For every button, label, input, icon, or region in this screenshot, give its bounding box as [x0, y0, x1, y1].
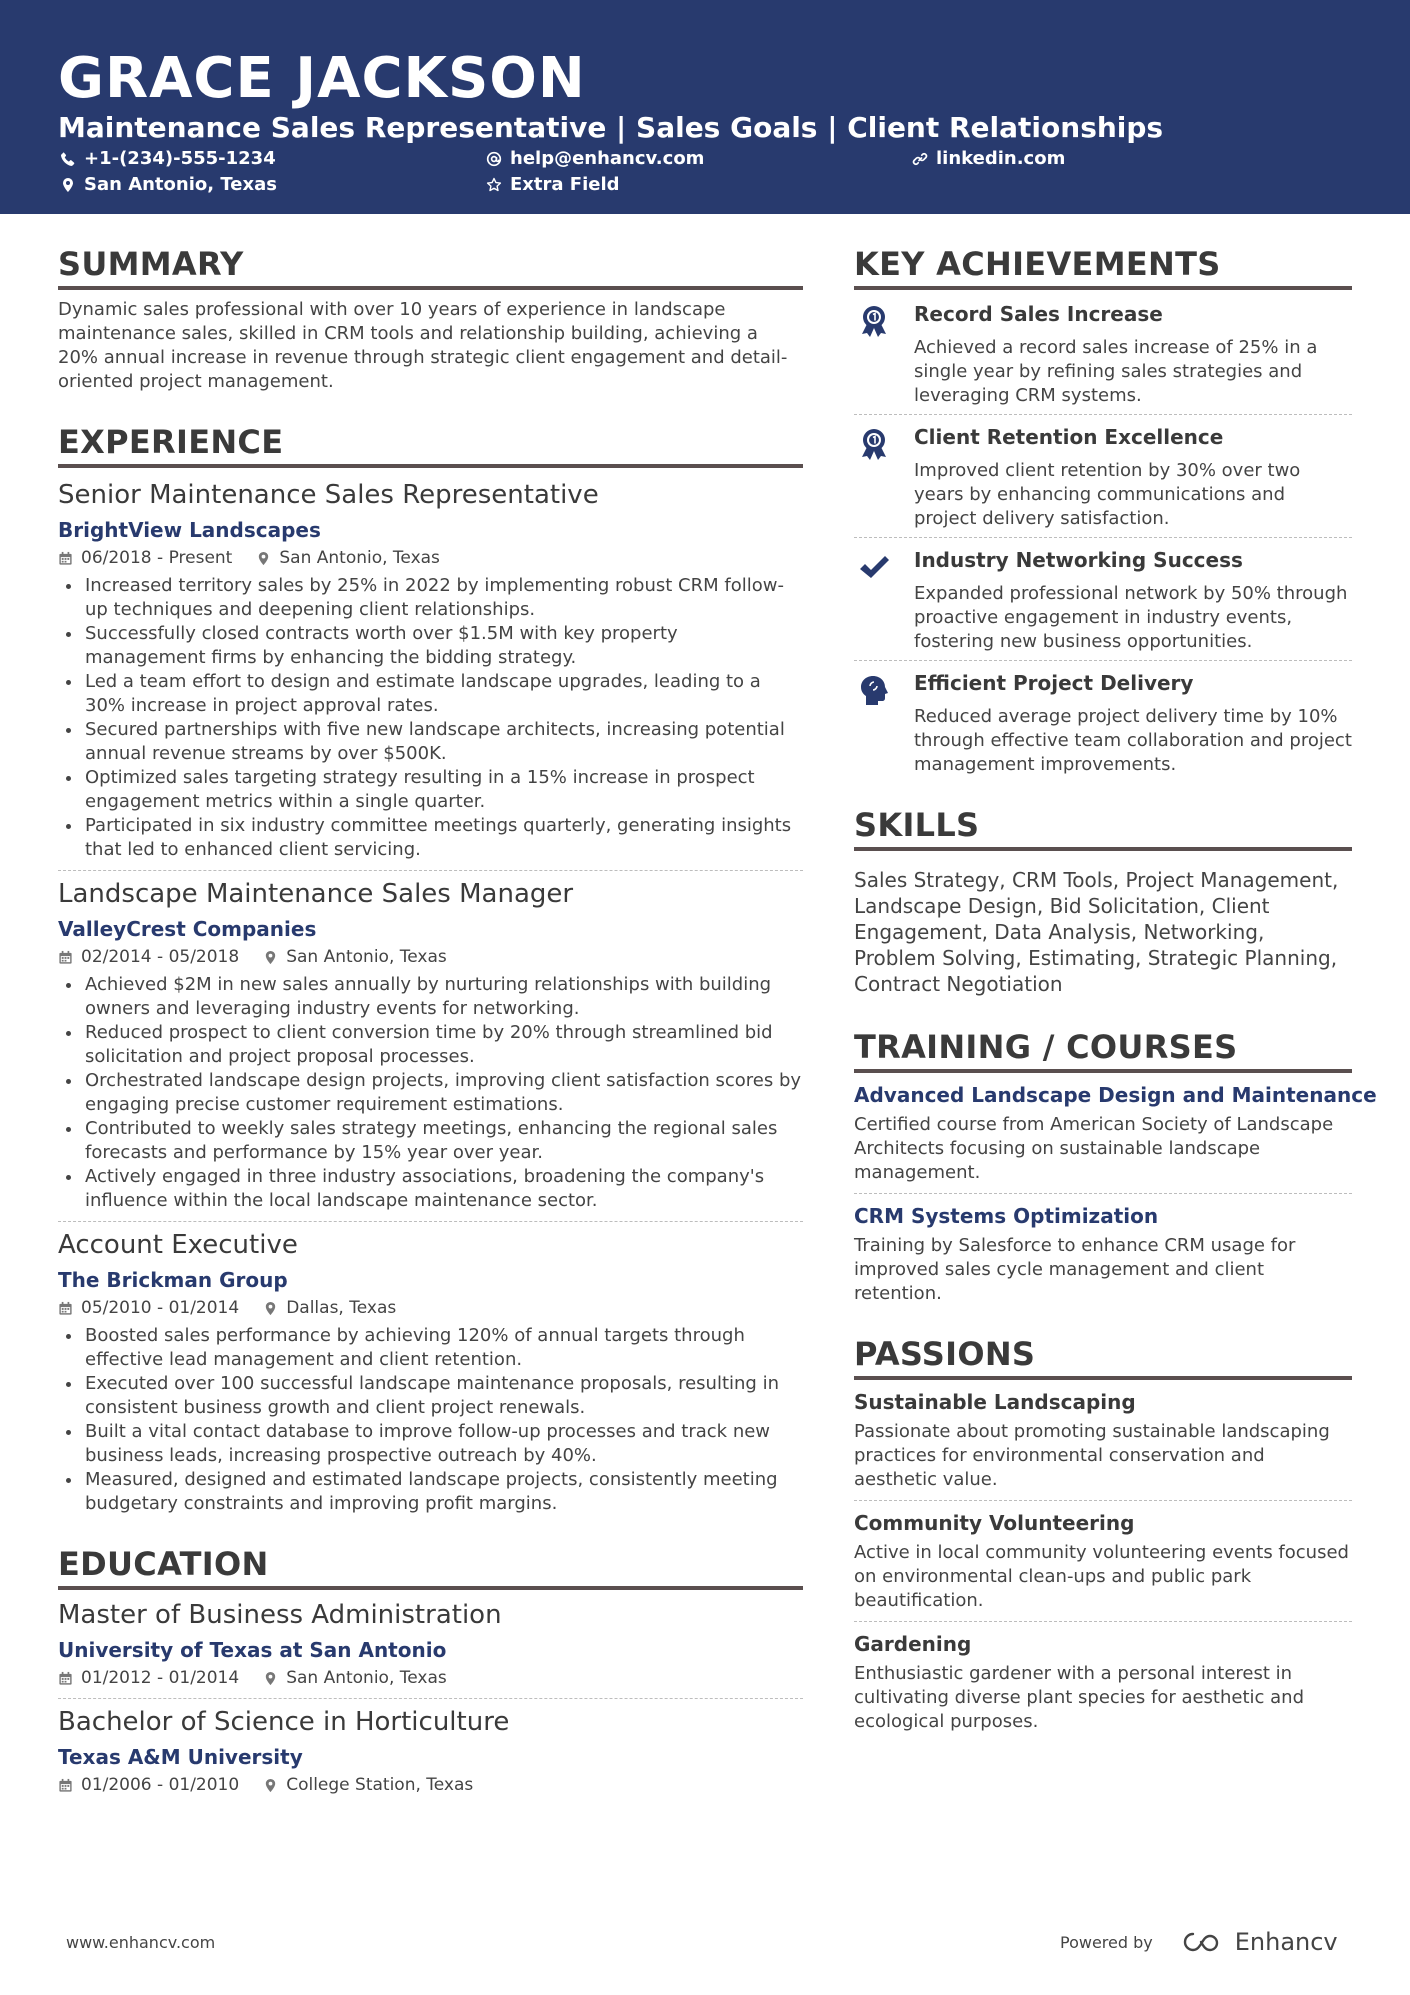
calendar-icon	[58, 1301, 73, 1316]
skills-title: SKILLS	[854, 805, 1352, 851]
brand-name: Enhancv	[1234, 1928, 1338, 1956]
map-pin-icon	[263, 1301, 278, 1316]
education-section	[58, 1544, 803, 1797]
right-column	[854, 214, 1377, 1734]
contact-linkedin	[912, 147, 1065, 171]
passion-entry	[854, 1388, 1352, 1492]
achievement-desc: Expanded professional network by 50% through proactive engagement in industry events, fostering new business opportunities.	[914, 583, 1348, 652]
job-bullet: Executed over 100 successful landscape maintenance proposals, resulting in consistent business growth and client project renewals.	[58, 1372, 803, 1420]
training-section	[854, 1027, 1377, 1306]
job-bullet: Measured, designed and estimated landscape projects, consistently meeting budgetary constraints and improving profit margins.	[58, 1468, 803, 1516]
candidate-headline: Maintenance Sales Representative | Sales Goals | Client Relationships	[58, 111, 1164, 144]
course-desc: Training by Salesforce to enhance CRM usage for improved sales cycle management and client retention.	[854, 1235, 1296, 1304]
achievement-desc: Improved client retention by 30% over two years by enhancing communications and project delivery satisfaction.	[914, 460, 1301, 529]
degree: Master of Business Administration	[58, 1600, 502, 1630]
passion-desc: Enthusiastic gardener with a personal interest in cultivating diverse plant species for aesthetic and ecological purposes.	[854, 1663, 1305, 1732]
linkedin-text[interactable]: linkedin.com	[936, 148, 1066, 169]
job-bullet: Orchestrated landscape design projects, improving client satisfaction scores by engaging precise customer requirement estimations.	[58, 1069, 803, 1117]
job-entry	[58, 478, 803, 862]
experience-title: EXPERIENCE	[58, 422, 803, 468]
education-entry	[58, 1705, 803, 1797]
job-bullet: Boosted sales performance by achieving 120% of annual targets through effective lead management and client retention.	[58, 1324, 803, 1372]
job-bullet: Contributed to weekly sales strategy meetings, enhancing the regional sales forecasts and performance by 15% year over year.	[58, 1117, 803, 1165]
enhancv-logo[interactable]	[1181, 1928, 1338, 1956]
education-dates: 01/2006 - 01/2010	[81, 1775, 240, 1795]
candidate-name: GRACE JACKSON	[58, 46, 586, 111]
divider	[854, 1621, 1352, 1622]
job-meta	[58, 945, 803, 969]
course-desc: Certified course from American Society of Landscape Architects focusing on sustainable landscape management.	[854, 1114, 1334, 1183]
footer-branding	[1060, 1928, 1338, 1956]
at-icon	[486, 151, 502, 167]
checkmark-icon	[858, 550, 890, 586]
skills-list: Sales Strategy, CRM Tools, Project Management, Landscape Design, Bid Solicitation, Client Engagement, Data Analysis, Networking, Problem Solving, Estimating, Strategic Planning, Contract Negotiation	[854, 868, 1339, 996]
passion-entry	[854, 1509, 1352, 1613]
award-ribbon-icon	[858, 304, 890, 340]
passion-desc: Active in local community volunteering events focused on environmental clean-ups and public park beautification.	[854, 1542, 1349, 1611]
experience-section	[58, 422, 803, 1516]
head-brain-icon	[858, 673, 890, 709]
summary-title: SUMMARY	[58, 244, 803, 290]
course-entry	[854, 1081, 1377, 1185]
job-bullets	[58, 574, 803, 862]
phone-text[interactable]: +1-(234)-555-1234	[84, 148, 276, 169]
achievement-desc: Achieved a record sales increase of 25% in a single year by refining sales strategies and leveraging CRM systems.	[914, 337, 1318, 406]
summary-text: Dynamic sales professional with over 10 years of experience in landscape maintenance sales, skilled in CRM tools and relationship building, achieving a 20% annual increase in revenue through strategic client engagement and detail-oriented project management.	[58, 299, 788, 392]
divider	[854, 537, 1352, 538]
achievement-item	[854, 669, 1352, 777]
job-entry	[58, 877, 803, 1213]
achievement-title: Record Sales Increase	[914, 302, 1163, 326]
job-role: Account Executive	[58, 1230, 298, 1260]
achievement-item	[854, 546, 1352, 654]
resume-header	[0, 0, 1410, 214]
summary-section	[58, 244, 803, 394]
job-dates: 05/2010 - 01/2014	[81, 1298, 240, 1318]
divider	[58, 870, 803, 871]
job-bullet: Achieved $2M in new sales annually by nurturing relationships with building owners and leveraging industry events for networking.	[58, 973, 803, 1021]
job-company: ValleyCrest Companies	[58, 917, 317, 941]
achievement-item	[854, 300, 1352, 408]
job-location: San Antonio, Texas	[286, 947, 447, 967]
school: University of Texas at San Antonio	[58, 1638, 447, 1662]
job-bullet: Led a team effort to design and estimate landscape upgrades, leading to a 30% increase in project approval rates.	[58, 670, 803, 718]
calendar-icon	[58, 950, 73, 965]
job-company: The Brickman Group	[58, 1268, 288, 1292]
achievement-title: Efficient Project Delivery	[914, 671, 1194, 695]
divider	[58, 1698, 803, 1699]
achievement-title: Industry Networking Success	[914, 548, 1243, 572]
job-bullets	[58, 1324, 803, 1516]
skills-section	[854, 805, 1352, 997]
passions-section	[854, 1334, 1352, 1734]
job-entry	[58, 1228, 803, 1516]
divider	[58, 1221, 803, 1222]
achievement-desc: Reduced average project delivery time by 10% through effective team collaboration and project management improvements.	[914, 706, 1352, 775]
divider	[854, 1193, 1352, 1194]
calendar-icon	[58, 1671, 73, 1686]
school: Texas A&M University	[58, 1745, 303, 1769]
course-title: CRM Systems Optimization	[854, 1204, 1159, 1228]
map-pin-icon	[263, 1778, 278, 1793]
job-company: BrightView Landscapes	[58, 518, 321, 542]
divider	[854, 1500, 1352, 1501]
divider	[854, 414, 1352, 415]
calendar-icon	[58, 551, 73, 566]
job-bullet: Successfully closed contracts worth over $1.5M with key property management firms by enhancing the bidding strategy.	[58, 622, 803, 670]
footer-website[interactable]: www.enhancv.com	[66, 1933, 216, 1952]
education-location: San Antonio, Texas	[286, 1668, 447, 1688]
map-pin-icon	[263, 1671, 278, 1686]
education-location: College Station, Texas	[286, 1775, 474, 1795]
job-role: Landscape Maintenance Sales Manager	[58, 879, 574, 909]
passion-title: Gardening	[854, 1632, 972, 1656]
education-meta	[58, 1666, 803, 1690]
education-entry	[58, 1598, 803, 1690]
map-pin-icon	[60, 177, 76, 193]
job-location: San Antonio, Texas	[279, 548, 440, 568]
job-location: Dallas, Texas	[286, 1298, 397, 1318]
extra-field-text: Extra Field	[510, 174, 620, 195]
passion-title: Sustainable Landscaping	[854, 1390, 1136, 1414]
star-icon	[486, 177, 502, 193]
award-ribbon-icon	[858, 427, 890, 463]
job-bullets	[58, 973, 803, 1213]
contact-email	[486, 147, 704, 171]
achievements-section	[854, 244, 1352, 777]
map-pin-icon	[256, 551, 271, 566]
education-title: EDUCATION	[58, 1544, 803, 1590]
job-bullet: Optimized sales targeting strategy resulting in a 15% increase in prospect engagement metrics within a single quarter.	[58, 766, 803, 814]
passion-entry	[854, 1630, 1352, 1734]
job-dates: 06/2018 - Present	[81, 548, 233, 568]
passions-title: PASSIONS	[854, 1334, 1352, 1380]
training-title: TRAINING / COURSES	[854, 1027, 1352, 1073]
location-text: San Antonio, Texas	[84, 174, 277, 195]
job-bullet: Reduced prospect to client conversion time by 20% through streamlined bid solicitation and project proposal processes.	[58, 1021, 803, 1069]
map-pin-icon	[263, 950, 278, 965]
passion-desc: Passionate about promoting sustainable landscaping practices for environmental conservation and aesthetic value.	[854, 1421, 1330, 1490]
contact-phone	[60, 147, 276, 171]
job-meta	[58, 546, 803, 570]
achievements-title: KEY ACHIEVEMENTS	[854, 244, 1352, 290]
contact-location	[60, 173, 277, 197]
job-meta	[58, 1296, 803, 1320]
left-column	[58, 214, 803, 1797]
course-title: Advanced Landscape Design and Maintenance	[854, 1083, 1377, 1107]
job-bullet: Built a vital contact database to improve follow-up processes and track new business leads, increasing prospective outreach by 40%.	[58, 1420, 803, 1468]
powered-by-text: Powered by	[1060, 1932, 1153, 1952]
job-bullet: Secured partnerships with five new landscape architects, increasing potential annual revenue streams by over $500K.	[58, 718, 803, 766]
phone-icon	[60, 151, 76, 167]
job-bullet: Participated in six industry committee meetings quarterly, generating insights that led to enhanced client servicing.	[58, 814, 803, 862]
contact-extra	[486, 173, 620, 197]
job-bullet: Actively engaged in three industry associations, broadening the company's influence within the local landscape maintenance sector.	[58, 1165, 803, 1213]
education-dates: 01/2012 - 01/2014	[81, 1668, 240, 1688]
passion-title: Community Volunteering	[854, 1511, 1135, 1535]
degree: Bachelor of Science in Horticulture	[58, 1707, 510, 1737]
job-bullet: Increased territory sales by 25% in 2022 by implementing robust CRM follow-up techniques and deepening client relationships.	[58, 574, 803, 622]
achievement-title: Client Retention Excellence	[914, 425, 1224, 449]
divider	[854, 660, 1352, 661]
link-icon	[912, 151, 928, 167]
calendar-icon	[58, 1778, 73, 1793]
education-meta	[58, 1773, 803, 1797]
job-role: Senior Maintenance Sales Representative	[58, 480, 599, 510]
achievement-item	[854, 423, 1352, 531]
enhancv-logo-icon	[1181, 1930, 1227, 1954]
course-entry	[854, 1202, 1352, 1306]
job-dates: 02/2014 - 05/2018	[81, 947, 240, 967]
email-text[interactable]: help@enhancv.com	[510, 148, 705, 169]
